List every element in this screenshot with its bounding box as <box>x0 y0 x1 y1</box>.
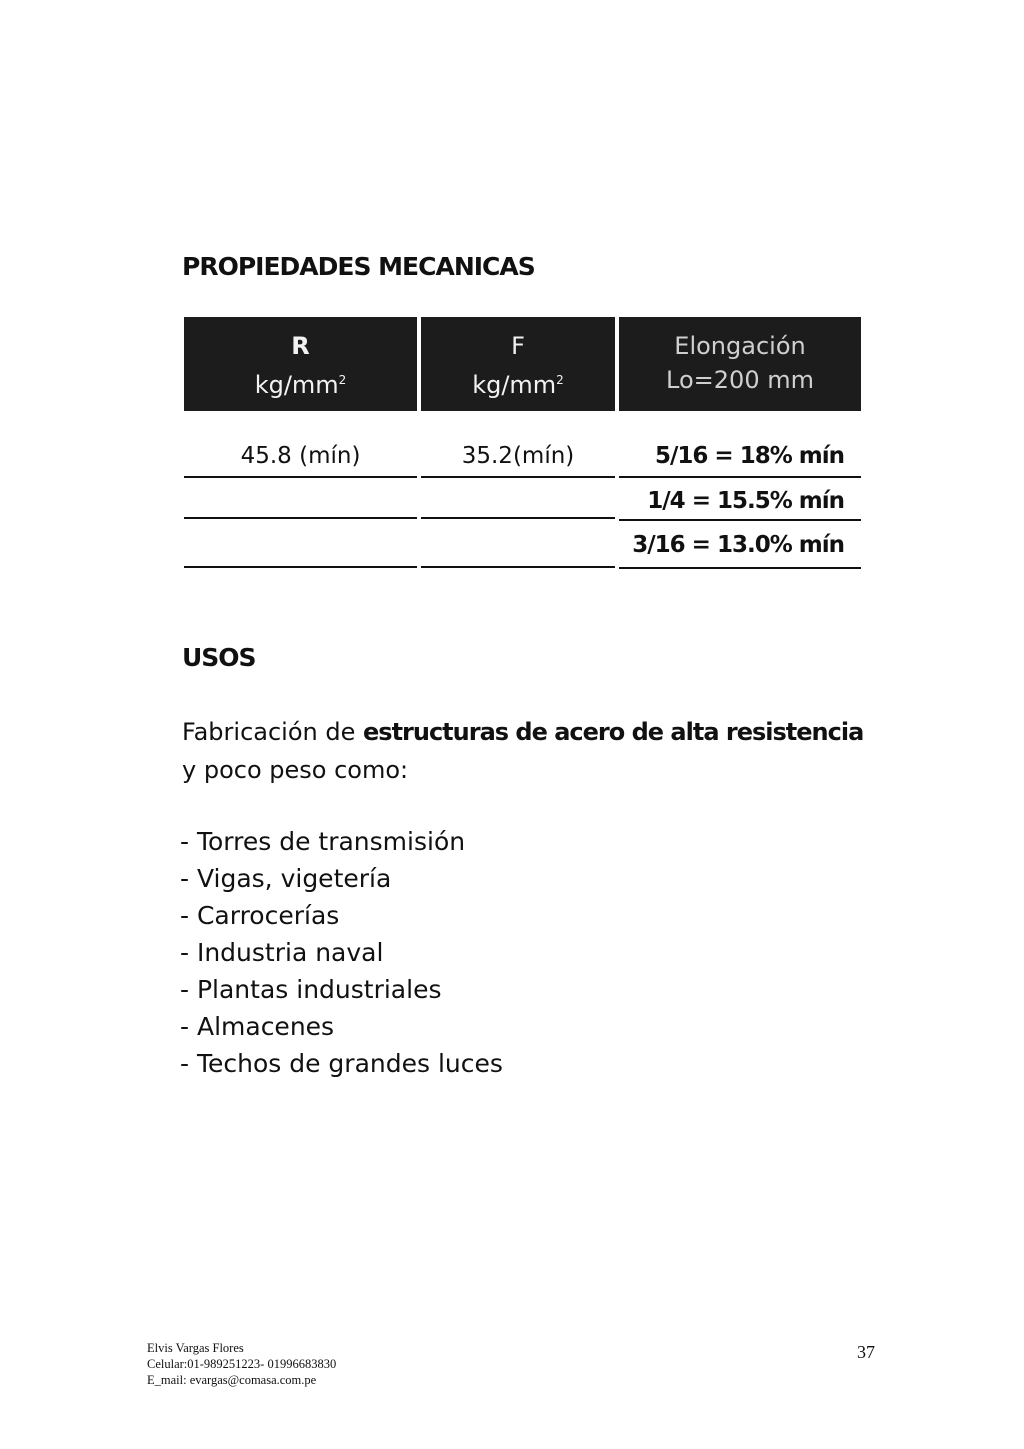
header-f <box>421 317 615 411</box>
table-rule <box>619 567 861 569</box>
list-item: - Almacenes <box>180 1012 335 1041</box>
table-rule <box>184 566 417 568</box>
header-elongation-length: Lo=200 mm <box>666 366 814 394</box>
header-r-unit: $kg/mm^2$ <box>254 371 347 399</box>
table-rule <box>421 566 615 568</box>
table-rule <box>619 519 861 521</box>
table-rule <box>184 517 417 519</box>
cell-r-row1: 45.8 (mín) <box>240 443 361 469</box>
list-item: - Vigas, vigetería <box>180 864 392 893</box>
footer-contact <box>147 1340 336 1388</box>
table-rule <box>421 476 615 478</box>
uses-list <box>180 823 503 1082</box>
list-item: - Industria naval <box>180 938 384 967</box>
list-item: - Torres de transmisión <box>180 827 466 856</box>
uses-heading: USOS <box>182 643 256 672</box>
table-rule <box>184 476 417 478</box>
list-item: - Techos de grandes luces <box>180 1049 503 1078</box>
footer-phone: Celular:01-989251223- 01996683830 <box>147 1357 337 1371</box>
cell-e-row1: 5/16 = 18% mín <box>655 443 844 469</box>
header-r-symbol: R <box>291 332 310 360</box>
cell-e-row3: 3/16 = 13.0% mín <box>632 532 844 558</box>
header-elongation-label: Elongación <box>674 332 806 360</box>
header-f-unit: $kg/mm^2$ <box>472 371 564 399</box>
footer-email: E_mail: evargas@comasa.com.pe <box>147 1373 317 1387</box>
table-rule <box>619 476 861 478</box>
list-item: - Carrocerías <box>180 901 340 930</box>
header-f-symbol: F <box>511 332 525 360</box>
header-elongation <box>619 317 861 411</box>
list-item: - Plantas industriales <box>180 975 442 1004</box>
uses-intro-line2: y poco peso como: <box>182 756 409 784</box>
header-r <box>184 317 417 411</box>
properties-heading: PROPIEDADES MECANICAS <box>182 252 535 281</box>
cell-f-row1: 35.2(mín) <box>461 443 575 469</box>
table-rule <box>421 517 615 519</box>
page-number: 37 <box>857 1342 875 1362</box>
uses-intro: Fabricación de estructuras de acero de alta resistencia <box>182 718 864 746</box>
cell-e-row2: 1/4 = 15.5% mín <box>647 488 844 514</box>
footer-name: Elvis Vargas Flores <box>147 1341 244 1355</box>
